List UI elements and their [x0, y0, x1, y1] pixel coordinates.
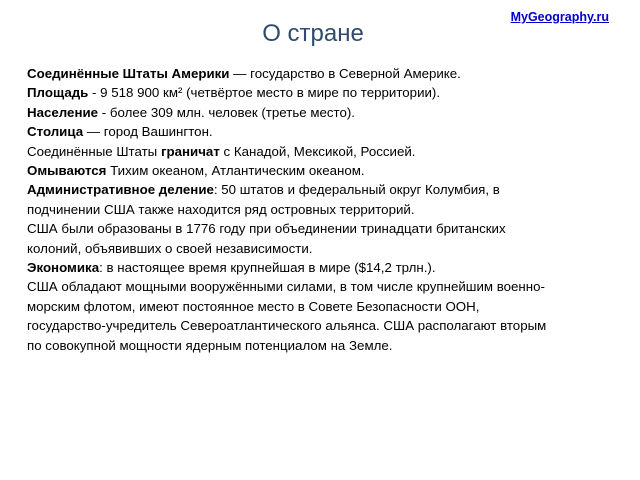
name-text: — государство в Северной Америке. [229, 66, 461, 81]
text-line-capital [27, 122, 617, 141]
text-line-oceans [27, 161, 617, 180]
text-line-military-cont-1: морским флотом, имеют постоянное место в Совете Безопасности ООН, [27, 298, 480, 314]
population-text: - более 309 млн. человек (третье место). [98, 104, 355, 120]
text-line-military: США обладают мощными вооружёнными силами, в том числе крупнейшим военно- [27, 279, 545, 295]
country-info-text [27, 64, 617, 355]
text-line-area [27, 83, 617, 102]
text-line-population [27, 103, 617, 122]
text-line-military-cont-2: государство-учредитель Североатлантического альянса. США располагают вторым [27, 318, 547, 334]
text-line-history-cont: колоний, объявивших о своей независимости. [27, 240, 313, 256]
capital-label: Столица [27, 124, 84, 140]
economy-label: Экономика [27, 260, 100, 276]
text-line-admin-cont: подчинении США также находится ряд островных территорий. [27, 201, 415, 217]
capital-text: — город Вашингтон. [83, 124, 213, 140]
text-line-borders [27, 142, 617, 161]
oceans-label: Омываются [27, 163, 107, 179]
admin-label: Административное деление [27, 182, 214, 198]
population-label: Население [27, 104, 99, 120]
borders-label: граничат [160, 143, 220, 159]
site-link[interactable]: MyGeography.ru [510, 10, 609, 24]
borders-prefix: Соединённые Штаты [27, 143, 161, 159]
area-label: Площадь [27, 85, 89, 101]
text-line-name [27, 64, 617, 83]
name-label: Соединённые Штаты Америки [27, 66, 230, 81]
admin-text: : 50 штатов и федеральный округ Колумбия, в [213, 182, 500, 198]
oceans-text: Тихим океаном, Атлантическим океаном. [106, 163, 365, 179]
text-line-economy [27, 258, 617, 277]
text-line-admin [27, 180, 617, 199]
economy-text: : в настоящее время крупнейшая в мире ($14,2 трлн.). [99, 260, 436, 276]
borders-text: с Канадой, Мексикой, Россией. [219, 143, 416, 159]
text-line-military-cont-3: по совокупной мощности ядерным потенциалом на Земле. [27, 337, 393, 353]
text-line-history: США были образованы в 1776 году при объединении тринадцати британских [27, 221, 506, 237]
page-title: О стране [262, 20, 364, 47]
area-text: - 9 518 900 км² (четвёртое место в мире по территории). [88, 85, 441, 101]
